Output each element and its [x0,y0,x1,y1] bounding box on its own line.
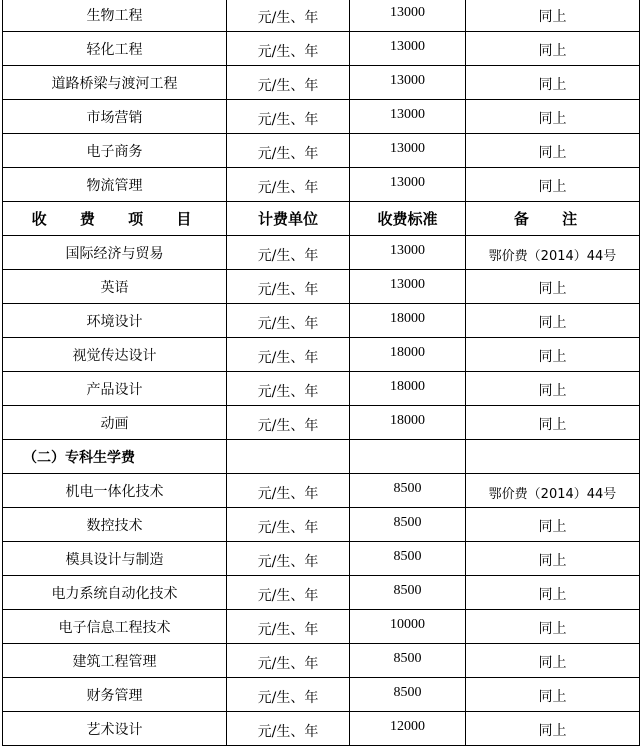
program-name: 视觉传达设计 [3,338,227,372]
table-row [3,0,640,32]
fee-note: 同上 [466,66,640,100]
fee-unit: 元/生、年 [227,32,350,66]
fee-unit: 元/生、年 [227,576,350,610]
fee-unit: 元/生、年 [227,610,350,644]
program-name: 轻化工程 [3,32,227,66]
header-fee-item: 收 费 项 目 [3,202,227,236]
fee-standard: 8500 [350,508,466,542]
table-row [3,678,640,712]
program-name: 建筑工程管理 [3,644,227,678]
table-row [3,712,640,746]
fee-note: 同上 [466,270,640,304]
program-name: 物流管理 [3,168,227,202]
fee-note: 同上 [466,338,640,372]
fee-unit: 元/生、年 [227,270,350,304]
table-row [3,610,640,644]
section-row [3,440,640,474]
table-row [3,100,640,134]
table-row [3,236,640,270]
fee-note: 同上 [466,406,640,440]
fee-standard: 8500 [350,678,466,712]
fee-note: 同上 [466,678,640,712]
fee-note: 同上 [466,32,640,66]
fee-standard: 13000 [350,66,466,100]
fee-note: 同上 [466,576,640,610]
table-row [3,508,640,542]
fee-unit: 元/生、年 [227,304,350,338]
fee-unit: 元/生、年 [227,168,350,202]
fee-note: 同上 [466,304,640,338]
program-name: 电子商务 [3,134,227,168]
fee-unit: 元/生、年 [227,644,350,678]
fee-standard: 10000 [350,610,466,644]
program-name: 电力系统自动化技术 [3,576,227,610]
table-row [3,338,640,372]
table-row [3,32,640,66]
header-fee-unit: 计费单位 [227,202,350,236]
program-name: 电子信息工程技术 [3,610,227,644]
fee-note: 同上 [466,0,640,32]
fee-unit: 元/生、年 [227,712,350,746]
fee-note: 同上 [466,168,640,202]
program-name: 数控技术 [3,508,227,542]
fee-unit: 元/生、年 [227,508,350,542]
fee-note: 同上 [466,610,640,644]
program-name: 市场营销 [3,100,227,134]
fee-standard: 8500 [350,474,466,508]
header-note: 备 注 [466,202,640,236]
table-row [3,542,640,576]
fee-note: 同上 [466,100,640,134]
fee-standard: 13000 [350,100,466,134]
table-header-row [3,202,640,236]
table-row [3,372,640,406]
table-row [3,134,640,168]
empty-cell [350,440,466,474]
program-name: 模具设计与制造 [3,542,227,576]
table-row [3,168,640,202]
program-name: 艺术设计 [3,712,227,746]
fee-standard: 18000 [350,338,466,372]
fee-standard: 13000 [350,32,466,66]
fee-unit: 元/生、年 [227,66,350,100]
table-row [3,474,640,508]
fee-note: 同上 [466,644,640,678]
fee-note: 鄂价费（2014）44号 [466,474,640,508]
fee-unit: 元/生、年 [227,678,350,712]
fee-note: 鄂价费（2014）44号 [466,236,640,270]
program-name: 道路桥梁与渡河工程 [3,66,227,100]
fee-standard: 8500 [350,644,466,678]
fee-standard: 13000 [350,134,466,168]
section-title: （二）专科生学费 [3,440,227,474]
fee-unit: 元/生、年 [227,0,350,32]
fee-unit: 元/生、年 [227,372,350,406]
fee-table-body [3,0,640,746]
fee-unit: 元/生、年 [227,474,350,508]
table-row [3,66,640,100]
fee-standard: 8500 [350,542,466,576]
fee-standard: 13000 [350,168,466,202]
fee-standard: 13000 [350,0,466,32]
empty-cell [466,440,640,474]
fee-unit: 元/生、年 [227,134,350,168]
fee-note: 同上 [466,712,640,746]
fee-note: 同上 [466,542,640,576]
program-name: 英语 [3,270,227,304]
fee-standard: 18000 [350,372,466,406]
program-name: 产品设计 [3,372,227,406]
fee-unit: 元/生、年 [227,100,350,134]
table-row [3,406,640,440]
program-name: 国际经济与贸易 [3,236,227,270]
fee-standard: 18000 [350,406,466,440]
table-row [3,270,640,304]
fee-standard: 12000 [350,712,466,746]
program-name: 动画 [3,406,227,440]
header-fee-standard: 收费标准 [350,202,466,236]
program-name: 生物工程 [3,0,227,32]
program-name: 财务管理 [3,678,227,712]
fee-unit: 元/生、年 [227,542,350,576]
table-row [3,644,640,678]
table-row [3,304,640,338]
program-name: 环境设计 [3,304,227,338]
fee-note: 同上 [466,134,640,168]
fee-table [2,0,640,746]
fee-unit: 元/生、年 [227,406,350,440]
fee-standard: 8500 [350,576,466,610]
fee-standard: 18000 [350,304,466,338]
fee-note: 同上 [466,508,640,542]
program-name: 机电一体化技术 [3,474,227,508]
table-row [3,576,640,610]
fee-unit: 元/生、年 [227,338,350,372]
fee-standard: 13000 [350,236,466,270]
fee-standard: 13000 [350,270,466,304]
fee-unit: 元/生、年 [227,236,350,270]
fee-note: 同上 [466,372,640,406]
empty-cell [227,440,350,474]
